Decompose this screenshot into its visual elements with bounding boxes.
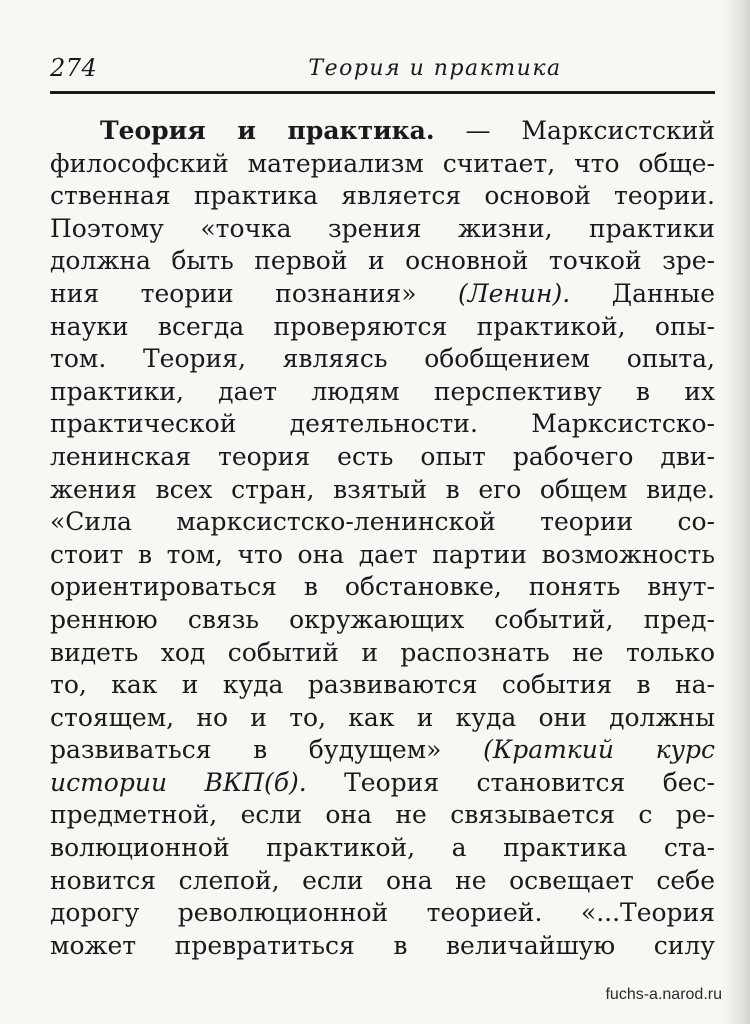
text-line: [50, 148, 715, 181]
line-text: ориентироваться в обстановке, понять внут-: [50, 572, 715, 602]
text-line: [50, 832, 715, 865]
line-text: дорогу революционной теорией. «...Теория: [50, 898, 715, 928]
article-body: [50, 115, 715, 962]
text-line: [50, 245, 715, 278]
text-line: [50, 213, 715, 246]
line-text: должна быть первой и основной точкой зре-: [50, 246, 715, 276]
text-line: [50, 408, 715, 441]
line-text: науки всегда проверяются практикой, опы-: [50, 311, 715, 341]
line-text: волюционной практикой, а практика ста-: [50, 833, 715, 863]
line-text: стоящем, но и то, как и куда они должны: [50, 702, 715, 732]
text-line: [50, 604, 715, 637]
line-text: видеть ход событий и распознать не только: [50, 637, 715, 667]
text-line: [50, 734, 715, 767]
text-line: [50, 865, 715, 898]
text-line: [50, 669, 715, 702]
text-line: [50, 376, 715, 409]
text-line: [50, 441, 715, 474]
text-line: [50, 637, 715, 670]
running-title: Теория и практика: [308, 56, 562, 81]
text-line: [50, 930, 715, 963]
line-text: ленинская теория есть опыт рабочего дви-: [50, 441, 715, 471]
line-text: том. Теория, являясь обобщением опыта,: [50, 344, 715, 374]
line-text: Поэтому «точка зрения жизни, практики: [50, 213, 715, 243]
line-text: «Сила марксистско-ленинской теории со-: [50, 507, 715, 537]
term-heading: Теория и практика.: [100, 116, 435, 145]
text-line: [50, 343, 715, 376]
line-text: ственная практика является основой теории.: [50, 181, 715, 211]
citation-source: (Ленин).: [458, 278, 571, 308]
line-text: реннюю связь окружающих событий, пред-: [50, 604, 715, 634]
citation-source: (Краткий курс: [483, 735, 715, 765]
text-line: [50, 506, 715, 539]
line-text: жения всех стран, взятый в его общем виде.: [50, 474, 715, 504]
line-text: практики, дает людям перспективу в их: [50, 376, 715, 406]
line-text: практической деятельности. Марксистско-: [50, 409, 715, 439]
text-line: [50, 474, 715, 507]
line-text: Данные: [570, 278, 715, 308]
line-text: ния теории познания»: [50, 278, 459, 308]
line-text: развиваться в будущем»: [50, 735, 484, 765]
text-line: [50, 702, 715, 735]
line-text: может превратиться в величайшую силу: [50, 930, 715, 960]
text-line: [50, 115, 715, 148]
citation-source: истории ВКП(б).: [50, 767, 307, 797]
text-line: [50, 278, 715, 311]
watermark-url: fuchs-a.narod.ru: [605, 986, 722, 1003]
line-text: новится слепой, если она не освещает себе: [50, 865, 715, 895]
text-line: [50, 539, 715, 572]
header-rule: [50, 91, 715, 94]
text-line: [50, 311, 715, 344]
line-text: философский материализм считает, что обще-: [50, 148, 715, 178]
line-text: стоит в том, что она дает партии возможность: [50, 539, 715, 569]
line-text: то, как и куда развиваются события в на-: [50, 670, 715, 700]
text-line: [50, 799, 715, 832]
page-number: 274: [50, 54, 98, 82]
text-line: [50, 767, 715, 800]
page-header: [50, 50, 715, 90]
text-line: [50, 897, 715, 930]
text-line: [50, 180, 715, 213]
page-edge-shadow: [722, 0, 750, 1024]
text-line: [50, 571, 715, 604]
line-text: Теория становится бес-: [306, 767, 715, 797]
line-text: — Марксистский: [434, 116, 715, 145]
line-text: предметной, если она не связывается с ре-: [50, 800, 715, 830]
